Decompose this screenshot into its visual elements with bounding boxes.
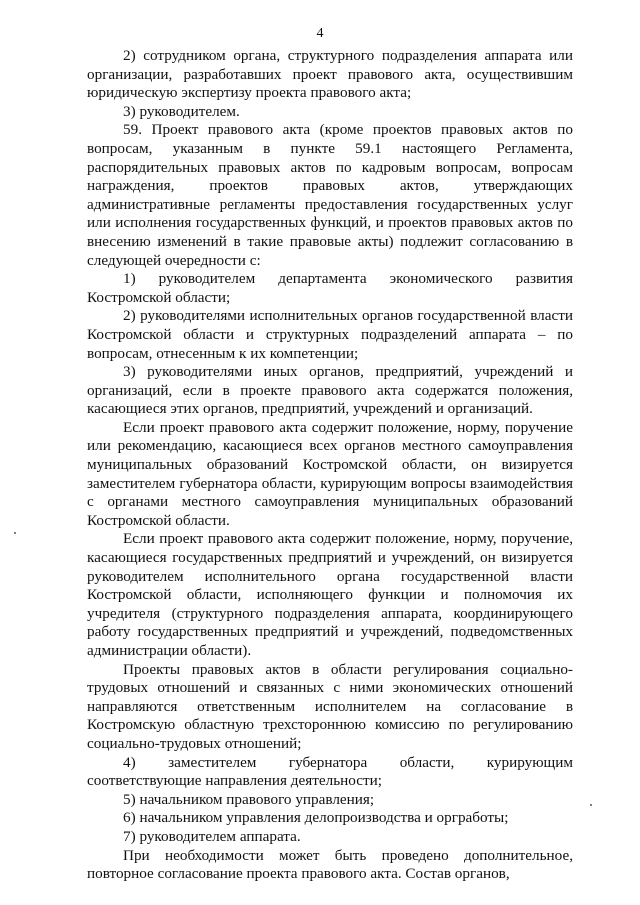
paragraph: Если проект правового акта содержит положение, норму, поручение, касающиеся государственных предприятий и учреждений, он визируется руководителем исполнительного органа государственной власти Костромской области, исполняющего функции и полномочия их учредителя (структурного подразделения аппарата, координирующего работу государственных предприятий и учреждений, подведомственных администрации области). [87, 530, 573, 659]
paragraph: 2) руководителями исполнительных органов государственной власти Костромской области и структурных подразделений аппарата – по вопросам, отнесенным к их компетенции; [87, 307, 573, 362]
paragraph: 3) руководителем. [123, 102, 240, 120]
paragraph: 7) руководителем аппарата. [123, 827, 301, 845]
paragraph: Проекты правовых актов в области регулирования социально-трудовых отношений и связанных с ними экономических отношений направляются ответственным исполнителем на согласование в Костромскую областную трехстороннюю комиссию по регулированию социально-трудовых отношений; [87, 660, 573, 752]
paragraph: 6) начальником управления делопроизводства и оргработы; [123, 809, 509, 827]
document-body [87, 47, 573, 884]
scan-speck [14, 532, 16, 534]
scan-speck [590, 804, 592, 806]
paragraph: При необходимости может быть проведено дополнительное, повторное согласование проекта правового акта. Состав органов, [87, 846, 573, 883]
page-number: 4 [316, 26, 324, 41]
paragraph: 1) руководителем департамента экономического развития Костромской области; [87, 270, 573, 306]
paragraph: 2) сотрудником органа, структурного подразделения аппарата или организации, разработавших проект правового акта, осуществившим юридическую экспертизу проекта правового акта; [87, 47, 573, 102]
paragraph: 59. Проект правового акта (кроме проектов правовых актов по вопросам, указанным в пункте 59.1 настоящего Регламента, распорядительных правовых актов по кадровым вопросам, вопросам награждения, проектов правовых актов, утверждающих административные регламенты предоставления государственных услуг или исполнения государственных функций, и проектов правовых актов по внесению изменений в такие правовые акты) подлежит согласованию в следующей очередности с: [87, 121, 573, 269]
paragraph: 4) заместителем губернатора области, курирующим соответствующие направления деятельности; [87, 753, 573, 790]
paragraph: 5) начальником правового управления; [123, 790, 375, 808]
paragraph: 3) руководителями иных органов, предприятий, учреждений и организаций, если в проекте правового акта содержатся положения, касающиеся этих органов, предприятий, учреждений и организаций. [87, 363, 573, 418]
paragraph: Если проект правового акта содержит положение, норму, поручение или рекомендацию, касающиеся всех органов местного самоуправления муниципальных образований Костромской области, он визируется заместителем губернатора области, курирующим вопросы взаимодействия с органами местного самоуправления муниципальных образований Костромской области. [87, 418, 573, 529]
